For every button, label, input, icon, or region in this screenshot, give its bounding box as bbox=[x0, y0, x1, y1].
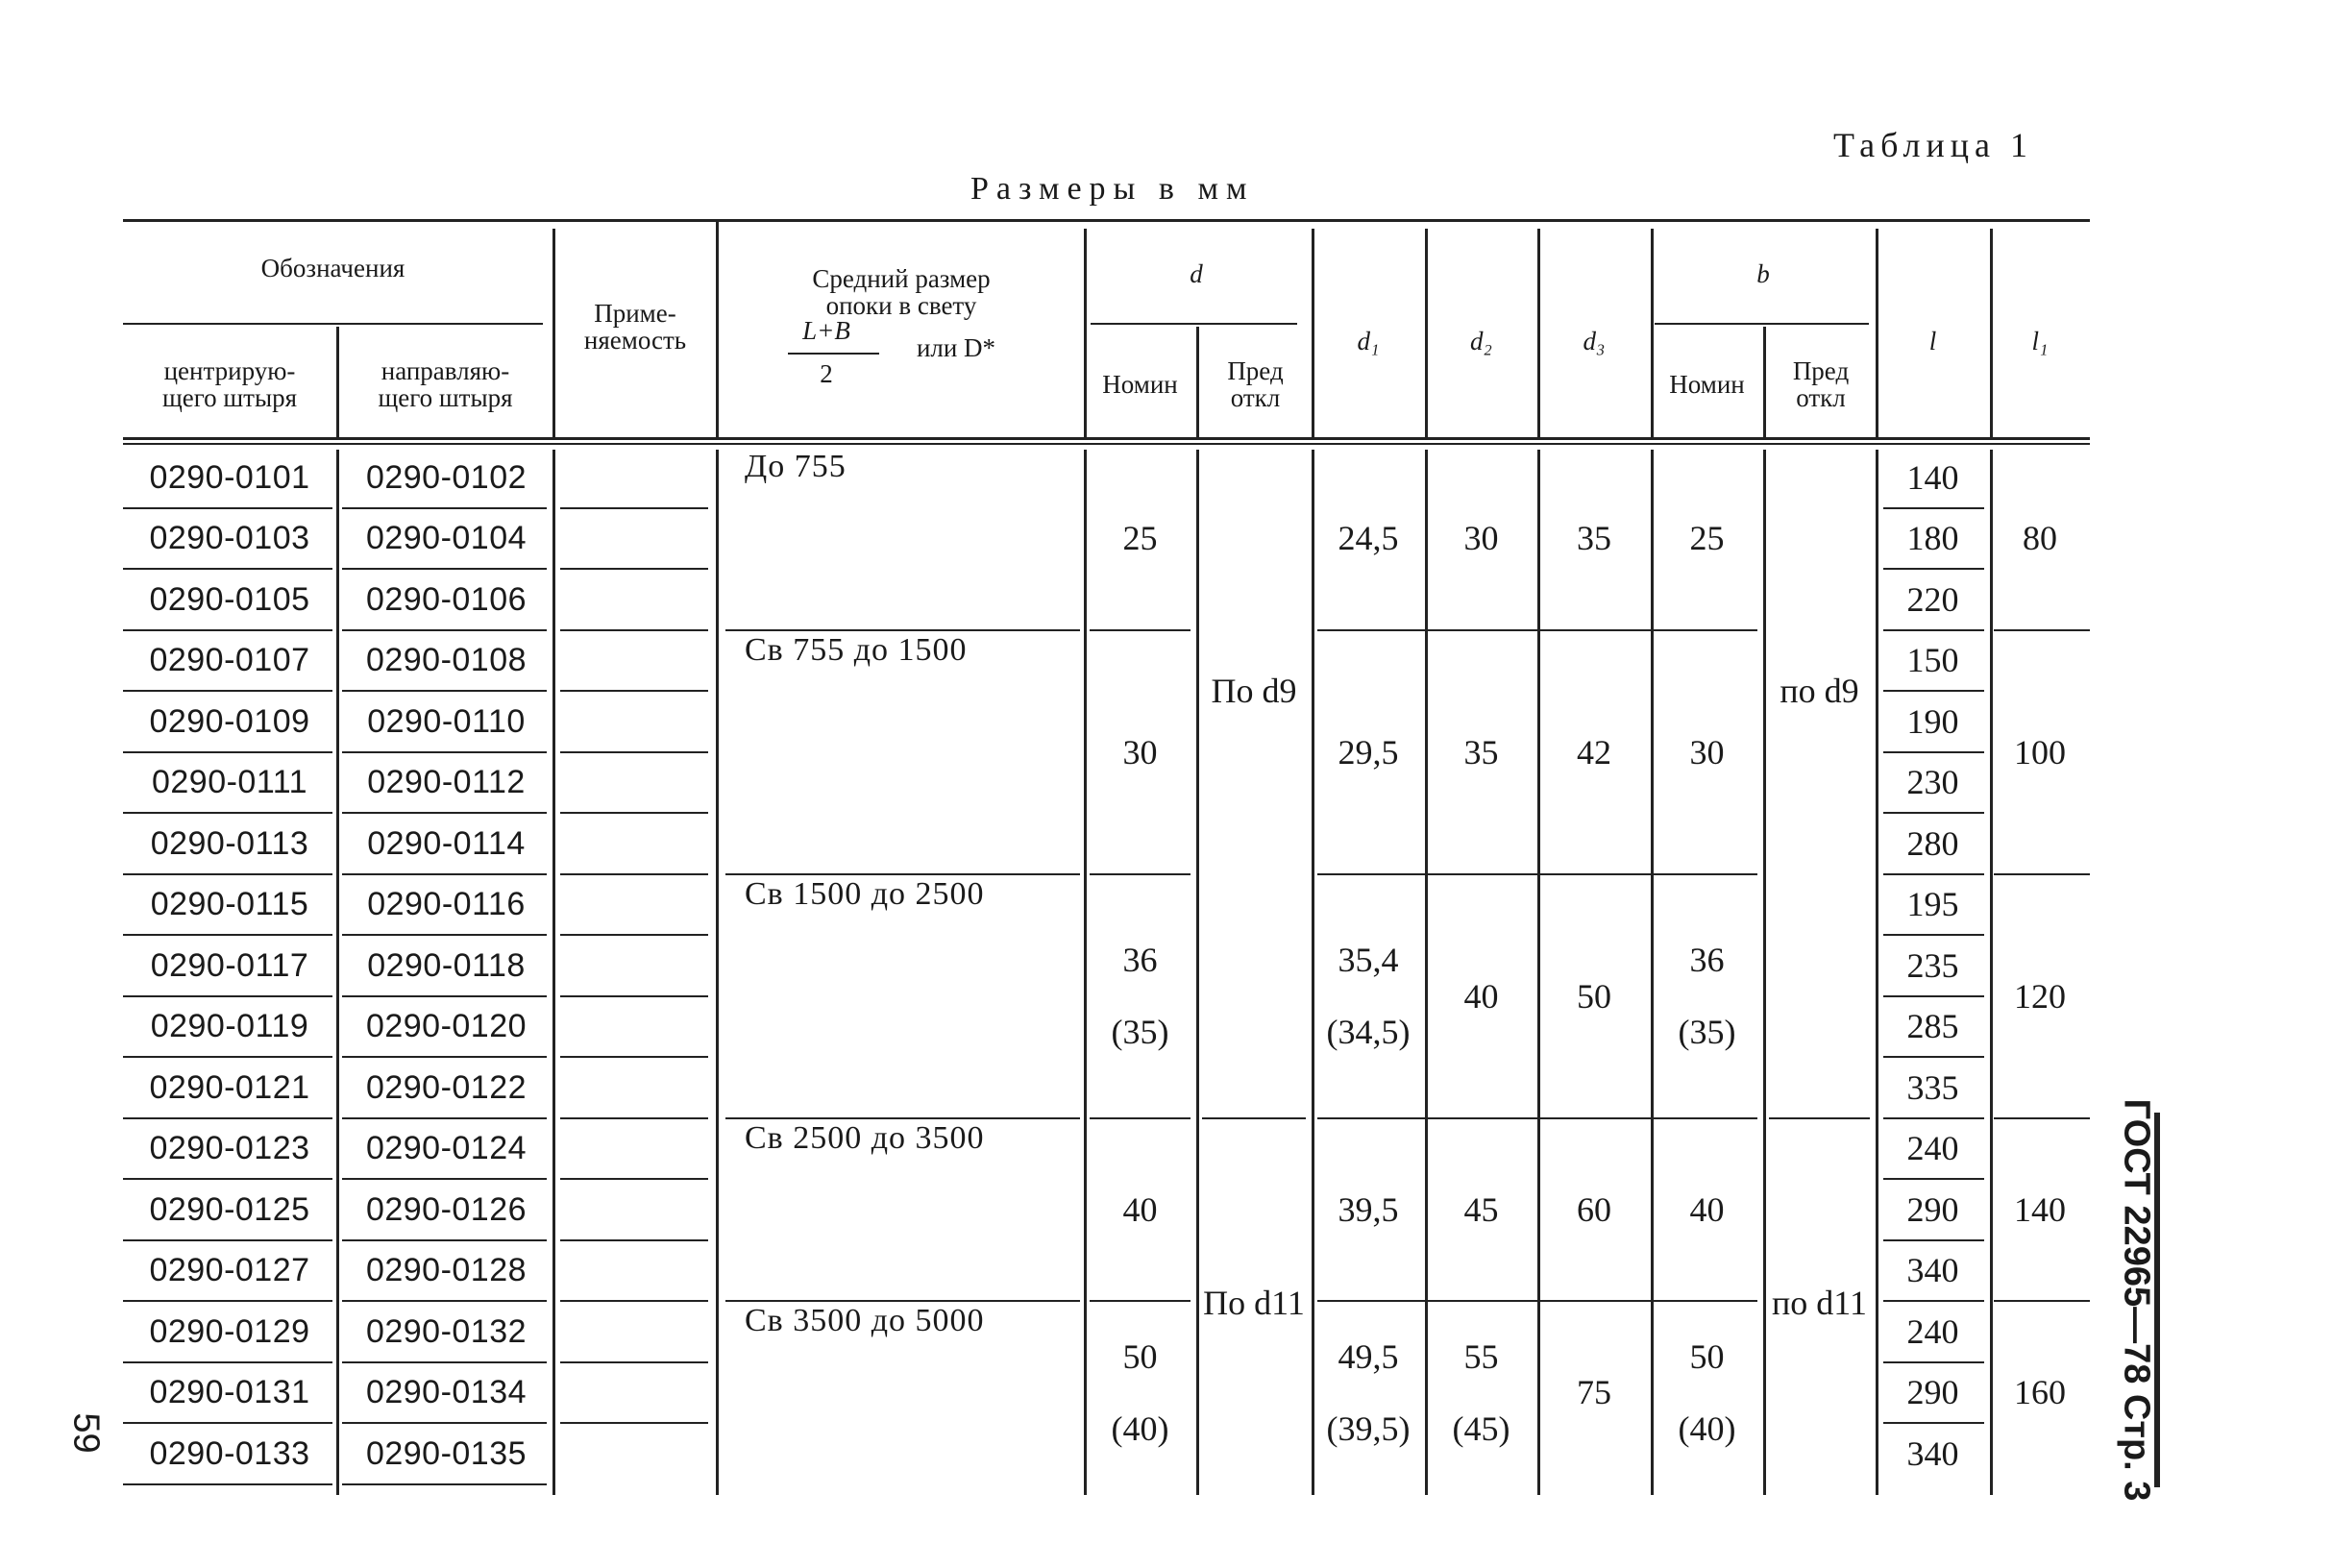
centering-pin-code: 0290-0113 bbox=[150, 824, 309, 862]
guide-pin-code: 0290-0114 bbox=[367, 824, 526, 862]
size-range: Св 755 до 1500 bbox=[745, 631, 968, 668]
header-guide-pin: направляю- щего штыря bbox=[378, 355, 513, 412]
centering-pin-code: 0290-0105 bbox=[149, 580, 310, 618]
length-l-value: 340 bbox=[1906, 1433, 1959, 1473]
header-b-nominal: Номин bbox=[1669, 369, 1745, 399]
d-tolerance-upper: По d9 bbox=[1211, 672, 1297, 711]
header-d2: d₂ bbox=[1470, 326, 1492, 355]
group-rule bbox=[1090, 1300, 1191, 1302]
row-rule bbox=[560, 1422, 708, 1424]
designations-sub-rule bbox=[123, 323, 543, 325]
guide-pin-code: 0290-0128 bbox=[365, 1252, 528, 1289]
d3-value: 50 bbox=[1577, 976, 1611, 1016]
guide-pin-code: 0290-0120 bbox=[365, 1008, 528, 1045]
row-rule bbox=[342, 1178, 547, 1180]
header-d1: d₁ bbox=[1357, 326, 1380, 355]
row-rule bbox=[1883, 1117, 1984, 1119]
row-rule bbox=[123, 873, 332, 875]
row-rule bbox=[560, 1239, 708, 1241]
d-nominal: 40 bbox=[1122, 1189, 1158, 1229]
b-nominal: 36 (35) bbox=[1678, 940, 1736, 1052]
group-rule bbox=[1994, 873, 2090, 875]
header-b: b bbox=[1756, 258, 1770, 288]
row-rule bbox=[342, 507, 547, 509]
b-sub-rule bbox=[1655, 323, 1869, 325]
size-range: Св 2500 до 3500 bbox=[745, 1119, 985, 1156]
d3-value: 60 bbox=[1577, 1189, 1611, 1229]
row-rule bbox=[1883, 1361, 1984, 1363]
d-tolerance-lower: По d11 bbox=[1203, 1284, 1305, 1323]
group-rule bbox=[1317, 873, 1757, 875]
header-d-deviation: Пред откл bbox=[1227, 355, 1284, 412]
length-l1-value: 80 bbox=[2023, 519, 2057, 558]
d3-value: 35 bbox=[1577, 519, 1611, 558]
length-l-value: 280 bbox=[1906, 823, 1959, 863]
row-rule bbox=[123, 507, 332, 509]
centering-pin-code: 0290-0121 bbox=[149, 1068, 310, 1106]
length-l1-value: 100 bbox=[2014, 732, 2066, 772]
b-nominal: 50 (40) bbox=[1678, 1336, 1736, 1449]
row-rule bbox=[123, 568, 332, 570]
row-rule bbox=[123, 1483, 332, 1485]
centering-pin-code: 0290-0131 bbox=[149, 1374, 310, 1411]
row-rule bbox=[560, 568, 708, 570]
d-nominal: 30 bbox=[1122, 732, 1158, 772]
tolerance-split-rule bbox=[1769, 1117, 1870, 1119]
centering-pin-code: 0290-0129 bbox=[149, 1312, 310, 1350]
header-d: d bbox=[1190, 258, 1203, 288]
header-l1: l₁ bbox=[2031, 326, 2049, 355]
guide-pin-code: 0290-0134 bbox=[365, 1374, 528, 1411]
group-rule bbox=[725, 1117, 1080, 1119]
row-rule bbox=[1883, 1239, 1984, 1241]
centering-pin-code: 0290-0123 bbox=[149, 1130, 310, 1167]
row-rule bbox=[123, 995, 332, 997]
row-rule bbox=[342, 934, 547, 936]
length-l-value: 190 bbox=[1906, 701, 1959, 741]
d-nominal: 50 (40) bbox=[1111, 1336, 1169, 1449]
row-rule bbox=[1883, 995, 1984, 997]
header-bottom-rule-1 bbox=[123, 437, 2090, 440]
row-rule bbox=[123, 934, 332, 936]
centering-pin-code: 0290-0103 bbox=[149, 520, 310, 557]
fraction-numerator: L+B bbox=[802, 316, 850, 345]
row-rule bbox=[123, 1178, 332, 1180]
row-rule bbox=[342, 1483, 547, 1485]
d2-value: 40 bbox=[1463, 976, 1499, 1016]
page-number: 59 bbox=[65, 1412, 107, 1454]
row-rule bbox=[1883, 1178, 1984, 1180]
length-l-value: 335 bbox=[1906, 1067, 1959, 1107]
d1-value: 35,4 (34,5) bbox=[1326, 940, 1411, 1052]
row-rule bbox=[560, 507, 708, 509]
length-l-value: 150 bbox=[1906, 641, 1959, 680]
group-rule bbox=[1994, 1117, 2090, 1119]
guide-pin-code: 0290-0104 bbox=[365, 520, 528, 557]
fraction-denominator: 2 bbox=[820, 359, 833, 388]
length-l-value: 195 bbox=[1906, 885, 1959, 924]
group-rule bbox=[1317, 629, 1757, 631]
row-rule bbox=[560, 1300, 708, 1302]
row-rule bbox=[560, 1361, 708, 1363]
centering-pin-code: 0290-0127 bbox=[149, 1252, 310, 1289]
header-column-rule bbox=[716, 219, 719, 437]
guide-pin-code: 0290-0124 bbox=[365, 1130, 528, 1167]
group-rule bbox=[1090, 1117, 1191, 1119]
length-l-value: 240 bbox=[1906, 1129, 1959, 1168]
length-l-value: 140 bbox=[1906, 457, 1959, 497]
row-rule bbox=[123, 690, 332, 692]
row-rule bbox=[1883, 934, 1984, 936]
row-rule bbox=[342, 1117, 547, 1119]
header-l: l bbox=[1928, 326, 1937, 355]
length-l1-value: 140 bbox=[2014, 1189, 2066, 1229]
row-rule bbox=[1883, 1422, 1984, 1424]
b-nominal: 25 bbox=[1689, 519, 1725, 558]
guide-pin-code: 0290-0135 bbox=[365, 1434, 528, 1472]
header-bottom-rule-2 bbox=[123, 443, 2090, 445]
guide-pin-code: 0290-0126 bbox=[365, 1190, 528, 1228]
length-l-value: 235 bbox=[1906, 945, 1959, 985]
b-tolerance-lower: по d11 bbox=[1772, 1284, 1867, 1323]
d1-value: 24,5 bbox=[1338, 519, 1399, 558]
d2-value: 55 (45) bbox=[1452, 1336, 1510, 1449]
length-l-value: 290 bbox=[1906, 1373, 1959, 1412]
group-rule bbox=[725, 873, 1080, 875]
row-rule bbox=[1883, 1056, 1984, 1058]
row-rule bbox=[560, 812, 708, 814]
group-rule bbox=[725, 1300, 1080, 1302]
guide-pin-code: 0290-0108 bbox=[365, 642, 528, 679]
header-mean-size: Средний размер опоки в свету bbox=[812, 263, 991, 320]
length-l-value: 220 bbox=[1906, 579, 1959, 619]
centering-pin-code: 0290-0111 bbox=[151, 764, 308, 801]
guide-pin-code: 0290-0110 bbox=[367, 702, 526, 740]
centering-pin-code: 0290-0119 bbox=[150, 1008, 309, 1045]
d2-value: 30 bbox=[1463, 519, 1499, 558]
row-rule bbox=[1883, 751, 1984, 753]
group-rule bbox=[1090, 873, 1191, 875]
table-number-label: Таблица 1 bbox=[1833, 126, 2033, 164]
row-rule bbox=[560, 1056, 708, 1058]
row-rule bbox=[342, 1239, 547, 1241]
row-rule bbox=[342, 690, 547, 692]
row-rule bbox=[1883, 1300, 1984, 1302]
row-rule bbox=[560, 690, 708, 692]
row-rule bbox=[1883, 690, 1984, 692]
row-rule bbox=[560, 934, 708, 936]
row-rule bbox=[342, 1300, 547, 1302]
row-rule bbox=[123, 1056, 332, 1058]
header-b-deviation: Пред откл bbox=[1792, 355, 1850, 412]
centering-pin-code: 0290-0117 bbox=[150, 946, 309, 984]
guide-pin-code: 0290-0118 bbox=[367, 946, 526, 984]
group-rule bbox=[1317, 1300, 1757, 1302]
group-rule bbox=[1994, 629, 2090, 631]
b-tolerance-upper: по d9 bbox=[1780, 672, 1859, 711]
length-l-value: 285 bbox=[1906, 1007, 1959, 1046]
guide-pin-code: 0290-0116 bbox=[367, 886, 526, 923]
row-rule bbox=[560, 1178, 708, 1180]
guide-pin-code: 0290-0132 bbox=[365, 1312, 528, 1350]
standard-reference: ГОСТ 22965—78 Стр. 3 bbox=[2116, 1098, 2157, 1502]
length-l-value: 240 bbox=[1906, 1311, 1959, 1351]
row-rule bbox=[123, 1361, 332, 1363]
row-rule bbox=[342, 812, 547, 814]
row-rule bbox=[123, 751, 332, 753]
centering-pin-code: 0290-0125 bbox=[149, 1190, 310, 1228]
d2-value: 45 bbox=[1463, 1189, 1499, 1229]
length-l-value: 340 bbox=[1906, 1251, 1959, 1290]
row-rule bbox=[1883, 873, 1984, 875]
row-rule bbox=[560, 995, 708, 997]
header-designations: Обозначения bbox=[260, 253, 405, 282]
group-rule bbox=[1317, 1117, 1757, 1119]
centering-pin-code: 0290-0109 bbox=[149, 702, 310, 740]
length-l1-value: 120 bbox=[2014, 976, 2066, 1016]
row-rule bbox=[342, 629, 547, 631]
body-column-rule bbox=[552, 450, 555, 1495]
row-rule bbox=[560, 751, 708, 753]
length-l-value: 230 bbox=[1906, 763, 1959, 802]
header-applicability: Приме- няемость bbox=[583, 298, 687, 355]
d1-value: 29,5 bbox=[1338, 732, 1399, 772]
d3-value: 75 bbox=[1577, 1373, 1611, 1412]
body-column-rule bbox=[336, 450, 339, 1495]
row-rule bbox=[123, 812, 332, 814]
row-rule bbox=[1883, 507, 1984, 509]
header-d3: d₃ bbox=[1583, 326, 1606, 355]
row-rule bbox=[342, 751, 547, 753]
body-column-rule bbox=[716, 450, 719, 1495]
length-l-value: 180 bbox=[1906, 519, 1959, 558]
group-rule bbox=[1090, 629, 1191, 631]
row-rule bbox=[342, 873, 547, 875]
header-centering-pin: центрирую- щего штыря bbox=[161, 355, 298, 412]
b-nominal: 30 bbox=[1689, 732, 1725, 772]
header-d-nominal: Номин bbox=[1102, 369, 1178, 399]
row-rule bbox=[123, 629, 332, 631]
d-nominal: 25 bbox=[1122, 519, 1158, 558]
centering-pin-code: 0290-0133 bbox=[149, 1434, 310, 1472]
guide-pin-code: 0290-0122 bbox=[365, 1068, 528, 1106]
d1-value: 39,5 bbox=[1338, 1189, 1399, 1229]
d3-value: 42 bbox=[1577, 732, 1611, 772]
row-rule bbox=[123, 1422, 332, 1424]
row-rule bbox=[1883, 629, 1984, 631]
guide-pin-code: 0290-0102 bbox=[365, 458, 528, 496]
row-rule bbox=[560, 629, 708, 631]
fraction-bar bbox=[788, 353, 879, 355]
d-nominal: 36 (35) bbox=[1111, 940, 1169, 1052]
row-rule bbox=[560, 1117, 708, 1119]
row-rule bbox=[1883, 568, 1984, 570]
row-rule bbox=[123, 1117, 332, 1119]
tolerance-split-rule bbox=[1202, 1117, 1306, 1119]
guide-pin-code: 0290-0106 bbox=[365, 580, 528, 618]
length-l-value: 290 bbox=[1906, 1189, 1959, 1229]
length-l1-value: 160 bbox=[2014, 1373, 2066, 1412]
guide-pin-code: 0290-0112 bbox=[367, 764, 526, 801]
row-rule bbox=[1883, 812, 1984, 814]
centering-pin-code: 0290-0101 bbox=[149, 458, 310, 496]
row-rule bbox=[560, 873, 708, 875]
row-rule bbox=[342, 995, 547, 997]
header-or-d: или D* bbox=[916, 333, 996, 362]
d2-value: 35 bbox=[1463, 732, 1499, 772]
centering-pin-code: 0290-0107 bbox=[149, 642, 310, 679]
row-rule bbox=[342, 1056, 547, 1058]
row-rule bbox=[342, 568, 547, 570]
size-range: Св 1500 до 2500 bbox=[745, 875, 985, 912]
size-range: До 755 bbox=[745, 449, 847, 484]
table-caption: Размеры в мм bbox=[970, 171, 1255, 207]
group-rule bbox=[1994, 1300, 2090, 1302]
row-rule bbox=[123, 1300, 332, 1302]
b-nominal: 40 bbox=[1689, 1189, 1725, 1229]
header-top-rule bbox=[123, 219, 2090, 222]
row-rule bbox=[123, 1239, 332, 1241]
centering-pin-code: 0290-0115 bbox=[150, 886, 309, 923]
group-rule bbox=[725, 629, 1080, 631]
d1-value: 49,5 (39,5) bbox=[1326, 1336, 1411, 1449]
row-rule bbox=[342, 1361, 547, 1363]
row-rule bbox=[342, 1422, 547, 1424]
standard-side-stamp bbox=[2093, 1098, 2179, 1502]
size-range: Св 3500 до 5000 bbox=[745, 1303, 985, 1338]
d-sub-rule bbox=[1091, 323, 1297, 325]
